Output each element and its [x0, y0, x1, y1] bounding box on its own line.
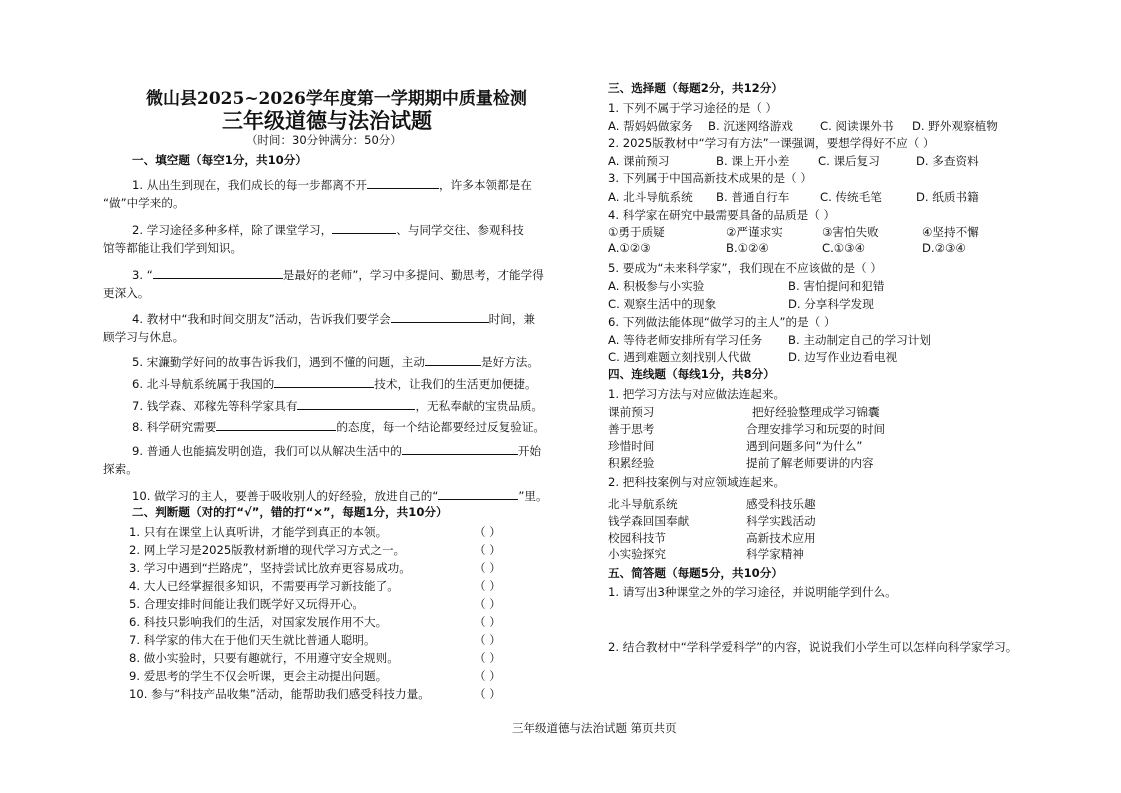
match-left-item[interactable]: 小实验探究 [608, 547, 666, 561]
fill-q7: 7. 钱学森、邓稼先等科学家具有 ，无私奉献的宝贵品质。 [132, 399, 544, 413]
judge-item: 6. 科技只影响我们的生活，对国家发展作用不大。 [129, 615, 388, 629]
judge-answer-parentheses[interactable]: （ ） [474, 687, 501, 701]
choice-q5-option-d: D. 分享科学发现 [788, 297, 874, 311]
fill-q2: 2. 学习途径多种多样，除了课堂学习， 、与同学交往、参观科技 [132, 223, 524, 237]
choice-q6-option-a: A. 等待老师安排所有学习任务 [608, 333, 763, 347]
judge-item: 5. 合理安排时间能让我们既学好又玩得开心。 [129, 597, 365, 611]
fill-q3-cont: 更深入。 [103, 286, 150, 300]
choice-q4-option-b: B.①②④ [726, 241, 769, 255]
choice-q6-option-b: B. 主动制定自己的学习计划 [788, 333, 931, 347]
choice-q2-option-a: A. 课前预习 [608, 154, 670, 168]
judge-item: 2. 网上学习是2025版教材新增的现代学习方式之一。 [129, 543, 406, 557]
short-q1: 1. 请写出3种课堂之外的学习途径，并说明能学到什么。 [608, 585, 897, 599]
match-q2: 2. 把科技案例与对应领域连起来。 [608, 475, 786, 489]
choice-q6: 6. 下列做法能体现“做学习的主人”的是（ ） [608, 315, 836, 329]
judge-item: 3. 学习中遇到“拦路虎”，坚持尝试比放弃更容易成功。 [129, 561, 411, 575]
fill-q3: 3. “ 是最好的老师”，学习中多提问、勤思考，才能学得 [132, 268, 544, 282]
choice-q3-option-c: C. 传统毛笔 [820, 190, 882, 204]
section-fill-heading: 一、填空题（每空1分，共10分） [132, 153, 307, 167]
section-short-heading: 五、简答题（每题5分，共10分） [608, 566, 783, 580]
choice-q2-option-b: B. 课上开小差 [716, 154, 790, 168]
choice-q4-item-3: ③害怕失败 [822, 225, 879, 239]
choice-q2: 2. 2025版教材中“学习有方法”一课强调，要想学得好不应（ ） [608, 136, 935, 150]
judge-answer-parentheses[interactable]: （ ） [474, 651, 501, 665]
choice-q2-option-d: D. 多查资料 [916, 154, 979, 168]
page-footer: 三年级道德与法治试题 第页共页 [512, 721, 677, 735]
choice-q5-option-b: B. 害怕提问和犯错 [788, 279, 885, 293]
choice-q2-option-c: C. 课后复习 [818, 154, 880, 168]
judge-answer-parentheses[interactable]: （ ） [474, 597, 501, 611]
judge-answer-parentheses[interactable]: （ ） [474, 561, 501, 575]
match-right-item[interactable]: 科学家精神 [746, 547, 804, 561]
judge-item: 1. 只有在课堂上认真听讲，才能学到真正的本领。 [129, 525, 388, 539]
choice-q5-option-a: A. 积极参与小实验 [608, 279, 705, 293]
judge-item: 4. 大人已经掌握很多知识，不需要再学习新技能了。 [129, 579, 399, 593]
choice-q3-option-b: B. 普通自行车 [716, 190, 790, 204]
match-right-item[interactable]: 科学实践活动 [746, 514, 816, 528]
choice-q4-item-1: ①勇于质疑 [608, 225, 665, 239]
section-match-heading: 四、连线题（每线1分，共8分） [608, 367, 775, 381]
section-judge-heading: 二、判断题（对的打“√”，错的打“×”，每题1分，共10分） [132, 505, 448, 519]
judge-answer-parentheses[interactable]: （ ） [474, 543, 501, 557]
match-left-item[interactable]: 课前预习 [608, 405, 655, 419]
judge-answer-parentheses[interactable]: （ ） [474, 633, 501, 647]
fill-q9-cont: 探索。 [103, 462, 138, 476]
choice-q4: 4. 科学家在研究中最需要具备的品质是（ ） [608, 208, 836, 222]
fill-q10: 10. 做学习的主人，要善于吸收别人的好经验，放进自己的“ ”里。 [132, 489, 548, 503]
choice-q1-option-a: A. 帮妈妈做家务 [608, 119, 693, 133]
fill-q5: 5. 宋濂勤学好问的故事告诉我们，遇到不懂的问题，主动 是好方法。 [132, 355, 539, 369]
exam-time-info: （时间：30分钟满分：50分） [246, 133, 402, 147]
match-right-item[interactable]: 合理安排学习和玩耍的时间 [746, 422, 886, 436]
fill-q1: 1. 从出生到现在，我们成长的每一步都离不开 ，许多本领都是在 [132, 178, 532, 192]
choice-q1-option-d: D. 野外观察植物 [912, 119, 998, 133]
fill-q4: 4. 教材中“我和时间交朋友”活动，告诉我们要学会 时间，兼 [132, 312, 536, 326]
fill-q8: 8. 科学研究需要 的态度，每一个结论都要经过反复验证。 [132, 420, 546, 434]
exam-title: 微山县2025~2026学年度第一学期期中质量检测 [146, 89, 527, 109]
judge-answer-parentheses[interactable]: （ ） [474, 615, 501, 629]
judge-answer-parentheses[interactable]: （ ） [474, 525, 501, 539]
fill-q4-cont: 顾学习与休息。 [103, 330, 185, 344]
choice-q3-option-a: A. 北斗导航系统 [608, 190, 693, 204]
subject-title: 三年级道德与法治试题 [222, 108, 432, 133]
choice-q4-item-2: ②严谨求实 [726, 225, 783, 239]
choice-q5-option-c: C. 观察生活中的现象 [608, 297, 717, 311]
match-left-item[interactable]: 积累经验 [608, 456, 655, 470]
match-left-item[interactable]: 钱学森回国奉献 [608, 514, 690, 528]
choice-q6-option-d: D. 边写作业边看电视 [788, 350, 898, 364]
fill-q1-cont: “做”中学来的。 [103, 196, 185, 210]
choice-q1-option-c: C. 阅读课外书 [820, 119, 894, 133]
match-left-item[interactable]: 校园科技节 [608, 531, 666, 545]
judge-item: 10. 参与“科技产品收集”活动，能帮助我们感受科技力量。 [129, 687, 430, 701]
choice-q4-option-a: A.①②③ [608, 241, 651, 255]
judge-answer-parentheses[interactable]: （ ） [474, 669, 501, 683]
match-right-item[interactable]: 遇到问题多问“为什么” [746, 439, 863, 453]
section-choice-heading: 三、选择题（每题2分，共12分） [608, 81, 783, 95]
match-right-item[interactable]: 感受科技乐趣 [746, 497, 816, 511]
choice-q4-option-d: D.②③④ [922, 241, 966, 255]
choice-q4-item-4: ④坚持不懈 [922, 225, 979, 239]
match-left-item[interactable]: 善于思考 [608, 422, 655, 436]
judge-item: 7. 科学家的伟大在于他们天生就比普通人聪明。 [129, 633, 376, 647]
choice-q3: 3. 下列属于中国高新技术成果的是（ ） [608, 171, 812, 185]
choice-q1: 1. 下列不属于学习途径的是（ ） [608, 101, 778, 115]
match-left-item[interactable]: 珍惜时间 [608, 439, 655, 453]
choice-q3-option-d: D. 纸质书籍 [916, 190, 979, 204]
judge-item: 8. 做小实验时，只要有趣就行，不用遵守安全规则。 [129, 651, 399, 665]
fill-q2-cont: 馆等都能让我们学到知识。 [103, 241, 243, 255]
match-left-item[interactable]: 北斗导航系统 [608, 497, 678, 511]
choice-q4-option-c: C.①③④ [822, 241, 865, 255]
fill-q6: 6. 北斗导航系统属于我国的 技术，让我们的生活更加便捷。 [132, 377, 537, 391]
match-q1: 1. 把学习方法与对应做法连起来。 [608, 387, 786, 401]
match-right-item[interactable]: 提前了解老师要讲的内容 [746, 456, 874, 470]
judge-item: 9. 爱思考的学生不仅会听课，更会主动提出问题。 [129, 669, 388, 683]
fill-q9: 9. 普通人也能搞发明创造，我们可以从解决生活中的 开始 [132, 444, 542, 458]
match-right-item[interactable]: 把好经验整理成学习锦囊 [752, 405, 880, 419]
choice-q1-option-b: B. 沉迷网络游戏 [708, 119, 793, 133]
judge-answer-parentheses[interactable]: （ ） [474, 579, 501, 593]
choice-q6-option-c: C. 遇到难题立刻找别人代做 [608, 350, 751, 364]
match-right-item[interactable]: 高新技术应用 [746, 531, 816, 545]
short-q2: 2. 结合教材中“学科学爱科学”的内容，说说我们小学生可以怎样向科学家学习。 [608, 640, 1018, 654]
choice-q5: 5. 要成为“未来科学家”，我们现在不应该做的是（ ） [608, 261, 882, 275]
